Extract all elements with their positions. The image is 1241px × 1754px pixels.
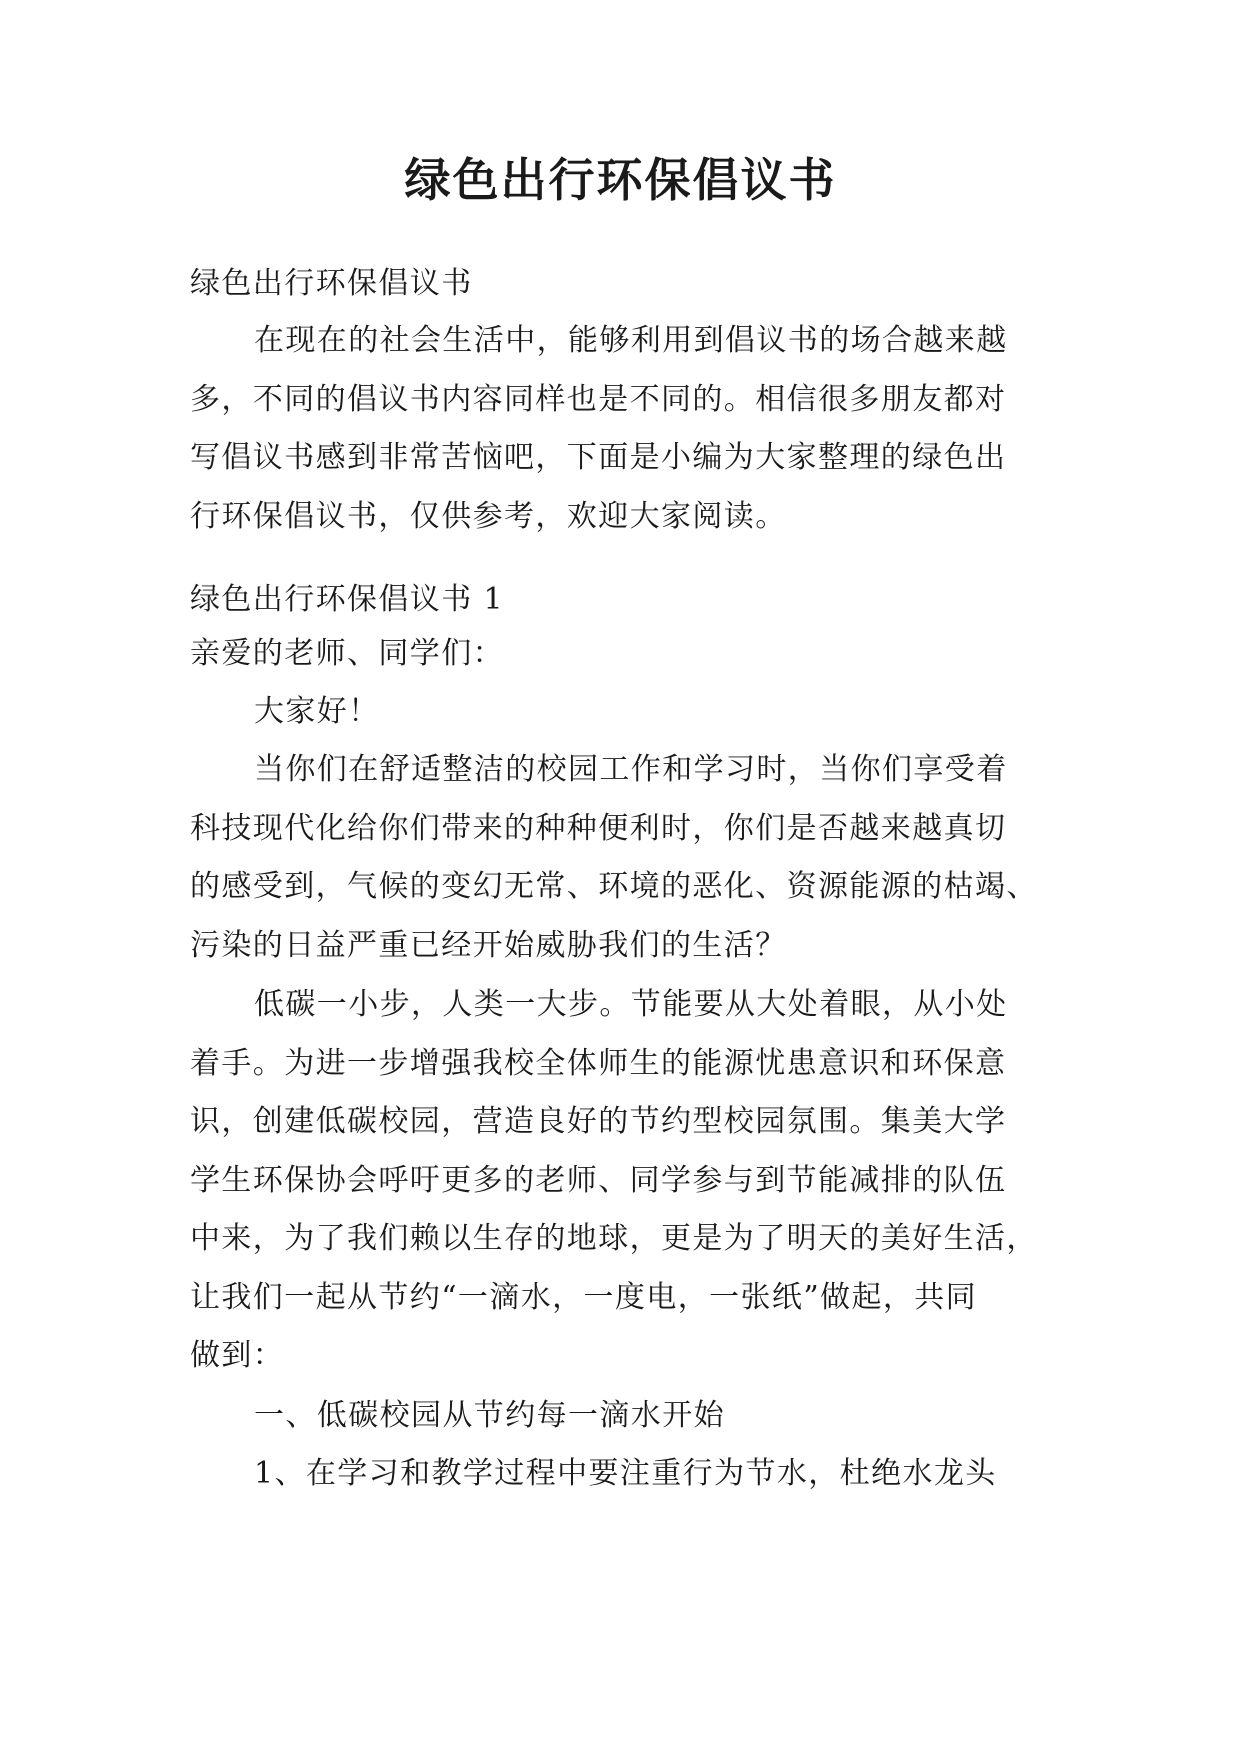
document-subtitle [190, 255, 1050, 314]
intro-line: 写倡议书感到非常苦恼吧，下面是小编为大家整理的绿色出 [190, 440, 1007, 475]
section-heading-text: 绿色出行环保倡议书 1 [190, 582, 505, 617]
list-heading [190, 1387, 1050, 1446]
paragraph-line: 当你们在舒适整洁的校园工作和学习时，当你们享受着 [254, 752, 1008, 787]
greeting-text: 大家好！ [254, 694, 380, 729]
paragraph-line: 污染的日益严重已经开始威胁我们的生活？ [190, 927, 787, 963]
paragraph-line: 做到： [190, 1338, 285, 1373]
document-title: 绿色出行环保倡议书 [404, 153, 837, 207]
list-item-text: 1、在学习和教学过程中要注重行为节水，杜绝水龙头 [254, 1456, 997, 1491]
paragraph-1 [190, 741, 1050, 975]
paragraph-line: 让我们一起从节约“一滴水，一度电，一张纸”做起，共同 [190, 1279, 978, 1315]
salutation [190, 625, 1050, 684]
intro-line: 在现在的社会生活中，能够利用到倡议书的场合越来越 [254, 323, 1008, 358]
paragraph-2 [190, 976, 1050, 1386]
intro-paragraph [190, 312, 1050, 546]
paragraph-line: 学生环保协会呼吁更多的老师、同学参与到节能减排的队伍 [190, 1162, 1007, 1198]
greeting [190, 683, 1050, 742]
section-heading [190, 571, 1050, 630]
paragraph-line: 低碳一小步，人类一大步。节能要从大处着眼，从小处 [254, 987, 1008, 1022]
paragraph-line: 着手。为进一步增强我校全体师生的能源忧患意识和环保意 [190, 1045, 1007, 1081]
paragraph-line: 中来，为了我们赖以生存的地球，更是为了明天的美好生活， [190, 1221, 1038, 1256]
subtitle-line: 绿色出行环保倡议书 [190, 266, 473, 301]
list-item-1 [190, 1445, 1050, 1504]
paragraph-line: 科技现代化给你们带来的种种便利时，你们是否越来越真切 [190, 810, 1007, 846]
paragraph-line: 的感受到，气候的变幻无常、环境的恶化、资源能源的枯竭、 [190, 869, 1038, 904]
paragraph-line: 识，创建低碳校园，营造良好的节约型校园氛围。集美大学 [190, 1104, 1007, 1139]
salutation-text: 亲爱的老师、同学们： [190, 636, 504, 671]
intro-line: 行环保倡议书，仅供参考，欢迎大家阅读。 [190, 498, 787, 534]
list-heading-text: 一、低碳校园从节约每一滴水开始 [254, 1398, 725, 1433]
intro-line: 多，不同的倡议书内容同样也是不同的。相信很多朋友都对 [190, 381, 1007, 417]
